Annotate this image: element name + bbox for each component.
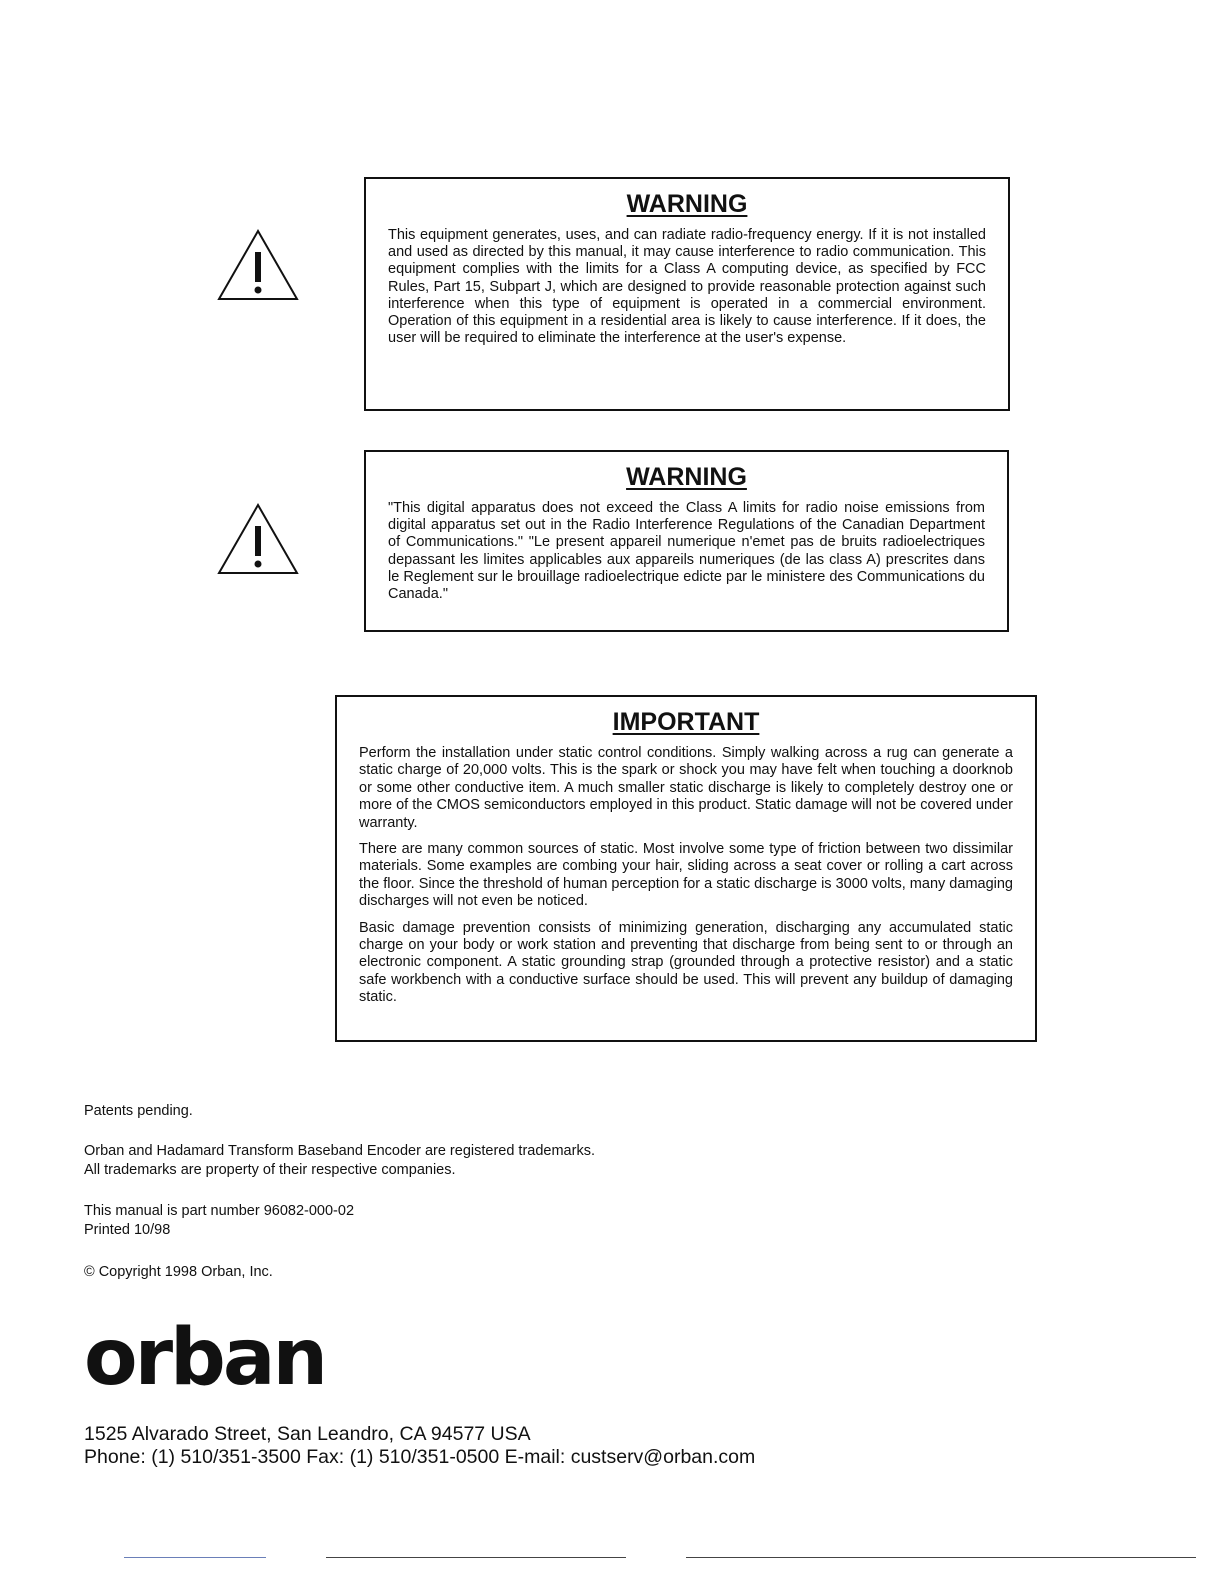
scan-edge-line xyxy=(686,1557,1196,1558)
fcc-warning-text: This equipment generates, uses, and can radiate radio-frequency energy. If it is not installed and used as directed by this manual, it may cause interference to radio communication. This equipment complies with the limits for a Class A computing device, as specified by FCC Rules, Part 15, Subpart J, which are designed to provide reasonable protection against such interference when this type of equipment is operated in a commercial environment. Operation of this equipment in a residential area is likely to cause interference. If it does, the user will be required to eliminate the interference at the user's expense. xyxy=(388,227,986,347)
important-title: IMPORTANT xyxy=(612,708,760,736)
trademark-line: Orban and Hadamard Transform Baseband Encoder are registered trademarks. xyxy=(84,1143,595,1159)
important-paragraph: Basic damage prevention consists of minimizing generation, discharging any accumulated static charge on your body or work station and preventing that discharge from being sent to or through an electronic component. A static grounding strap (grounded through a protective resistor) and a static safe workbench with a conductive surface should be used. This will prevent any buildup of damaging static. xyxy=(359,919,1013,1006)
canadian-warning-box xyxy=(364,450,1009,632)
trademark-line: All trademarks are property of their respective companies. xyxy=(84,1162,456,1178)
warning-title: WARNING xyxy=(626,463,747,491)
part-number-text: This manual is part number 96082-000-02 xyxy=(84,1203,355,1219)
address-line: 1525 Alvarado Street, San Leandro, CA 94577 USA xyxy=(84,1423,531,1445)
scan-edge-line xyxy=(124,1557,266,1558)
patents-text: Patents pending. xyxy=(84,1103,193,1119)
printed-date-text: Printed 10/98 xyxy=(84,1222,171,1238)
important-box xyxy=(335,695,1037,1042)
warning-title: WARNING xyxy=(626,190,748,218)
contact-line: Phone: (1) 510/351-3500 Fax: (1) 510/351-0500 E-mail: custserv@orban.com xyxy=(84,1446,756,1468)
orban-logo: orban xyxy=(84,1313,326,1403)
warning-triangle-icon xyxy=(216,502,300,576)
important-paragraph: Perform the installation under static control conditions. Simply walking across a rug can generate a static charge of 20,000 volts. This is the spark or shock you may have felt when touching a doorknob or some other conductive item. A much smaller static discharge is likely to completely destroy one or more of the CMOS semiconductors employed in this product. Static damage will not be covered under warranty. xyxy=(359,745,1013,831)
warning-triangle-icon xyxy=(216,228,300,302)
canadian-warning-text: "This digital apparatus does not exceed the Class A limits for radio noise emissions from digital apparatus set out in the Radio Interference Regulations of the Canadian Department of Communications." "Le present appareil numerique n'emet pas de bruits radioelectriques depassant les limites applicables aux appareils numeriques (de las class A) prescrites dans le Reglement sur le brouillage radioelectrique edicte par le ministere des Communications du Canada." xyxy=(388,500,985,603)
copyright-text: © Copyright 1998 Orban, Inc. xyxy=(84,1264,273,1280)
fcc-warning-box xyxy=(364,177,1010,411)
scan-edge-line xyxy=(326,1557,626,1558)
important-paragraph: There are many common sources of static. Most involve some type of friction between two dissimilar materials. Some examples are combing your hair, sliding across a seat cover or rolling a cart across the floor. Since the threshold of human perception for a static discharge is 3000 volts, many damaging discharges will not even be noticed. xyxy=(359,841,1013,910)
